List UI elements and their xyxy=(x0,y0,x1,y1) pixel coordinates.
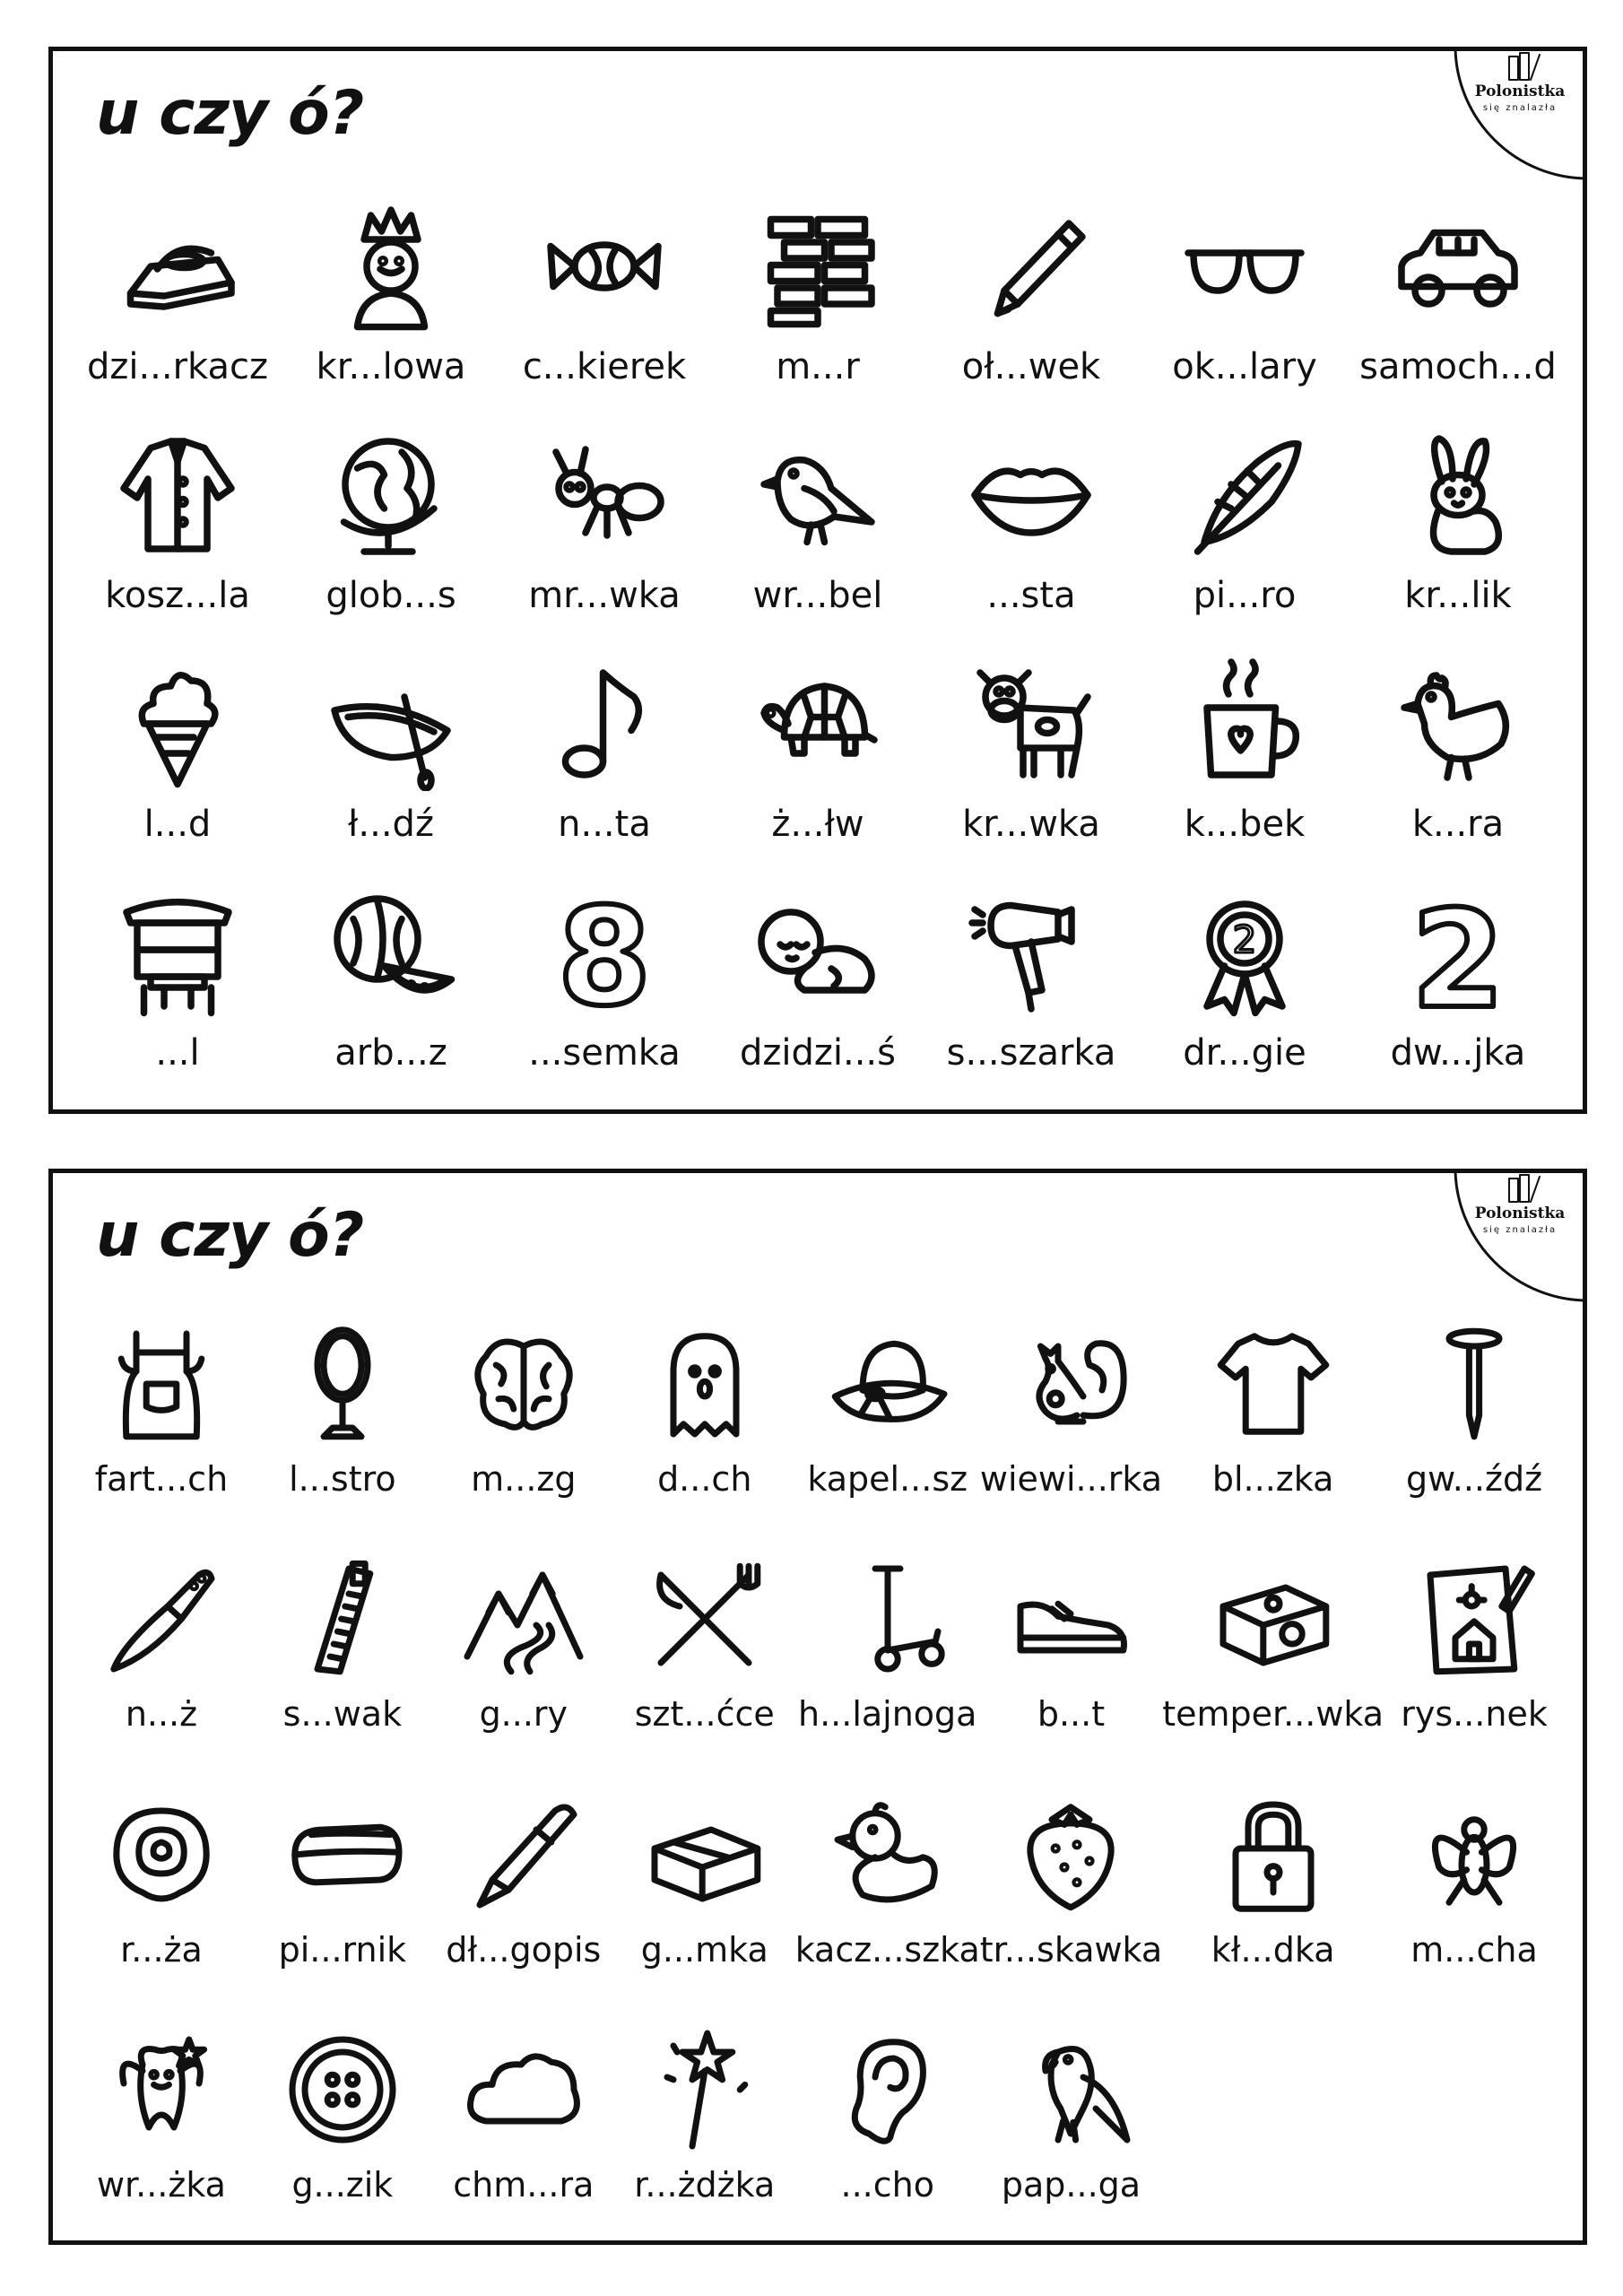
word-card xyxy=(71,625,284,854)
word-label: dw...jka xyxy=(1390,1032,1526,1074)
queen-icon xyxy=(324,199,458,334)
squirrel-icon xyxy=(1008,1321,1133,1447)
scooter-icon xyxy=(825,1556,950,1682)
lips-icon xyxy=(964,428,1098,562)
strawberry-icon xyxy=(1008,1792,1133,1918)
car-icon xyxy=(1391,199,1525,334)
word-card xyxy=(433,1979,614,2214)
word-card xyxy=(1138,168,1351,396)
baby-icon xyxy=(751,885,885,1020)
turtle-icon xyxy=(751,657,885,791)
ghost-icon xyxy=(642,1321,768,1447)
candy-icon xyxy=(537,199,672,334)
knife-icon xyxy=(99,1556,224,1682)
word-label: l...stro xyxy=(289,1458,396,1499)
medal-two-icon xyxy=(1177,885,1312,1020)
beehive-icon xyxy=(110,885,245,1020)
mirror-icon xyxy=(280,1321,405,1447)
word-label: kacz...szka xyxy=(794,1929,980,1970)
watermelon-icon xyxy=(324,885,458,1020)
word-label: g...ry xyxy=(479,1694,568,1734)
word-label: ...semka xyxy=(528,1032,681,1074)
word-label: kr...lik xyxy=(1404,575,1512,616)
padlock-icon xyxy=(1211,1792,1336,1918)
feather-icon xyxy=(1177,428,1312,562)
word-label: ok...lary xyxy=(1172,346,1317,387)
word-card xyxy=(1351,625,1565,854)
word-card xyxy=(71,854,284,1083)
mug-icon xyxy=(1177,657,1312,791)
word-label: tr...skawka xyxy=(979,1929,1163,1970)
word-card xyxy=(980,1508,1162,1744)
duckling-icon xyxy=(825,1792,950,1918)
svg-text:2: 2 xyxy=(1232,918,1257,961)
word-label: wr...żka xyxy=(96,2165,226,2205)
apron-icon xyxy=(99,1321,224,1447)
svg-text:8: 8 xyxy=(557,885,652,1020)
worksheet-1 xyxy=(48,47,1587,1114)
rabbit-icon xyxy=(1391,428,1525,562)
word-label: ...cho xyxy=(840,2165,934,2205)
brick-wall-icon xyxy=(751,199,885,334)
t-shirt-icon xyxy=(1211,1321,1336,1447)
tooth-fairy-icon xyxy=(99,2027,224,2152)
word-label: wiewi...rka xyxy=(979,1458,1163,1499)
word-label: arb...z xyxy=(334,1032,447,1074)
word-card xyxy=(252,1979,433,2214)
brain-icon xyxy=(461,1321,586,1447)
nail-icon xyxy=(1411,1321,1537,1447)
word-label: n...ta xyxy=(558,804,651,845)
word-card xyxy=(711,854,924,1083)
word-card xyxy=(252,1508,433,1744)
word-card xyxy=(795,1743,980,1979)
pencil-case-icon xyxy=(280,1792,405,1918)
word-label: kapel...sz xyxy=(807,1458,968,1499)
word-card xyxy=(1351,854,1565,1083)
mountains-icon xyxy=(461,1556,586,1682)
logo-tagline: się znalazła xyxy=(1482,103,1558,113)
svg-text:2: 2 xyxy=(1410,885,1506,1020)
magic-wand-icon xyxy=(642,2027,768,2152)
word-label: dzidzi...ś xyxy=(740,1032,896,1074)
worksheet-2 xyxy=(48,1169,1587,2245)
word-card xyxy=(498,168,711,396)
word-label: g...mka xyxy=(640,1929,768,1970)
word-card xyxy=(284,625,498,854)
word-label: dł...gopis xyxy=(446,1929,602,1970)
word-card xyxy=(1138,396,1351,625)
word-label: rys...nek xyxy=(1401,1694,1548,1734)
word-label: s...wak xyxy=(282,1694,403,1734)
hat-icon xyxy=(825,1321,950,1447)
shoe-icon xyxy=(1008,1556,1133,1682)
word-card xyxy=(252,1743,433,1979)
word-card xyxy=(614,1979,795,2214)
word-card xyxy=(1351,168,1565,396)
word-card xyxy=(614,1508,795,1744)
hair-dryer-icon xyxy=(964,885,1098,1020)
word-label: gw...źdź xyxy=(1406,1458,1543,1499)
word-card xyxy=(795,1508,980,1744)
music-note-icon xyxy=(537,657,672,791)
word-label: g...zik xyxy=(291,2165,394,2205)
word-card xyxy=(924,168,1138,396)
word-card xyxy=(252,1272,433,1508)
word-card xyxy=(71,396,284,625)
fly-icon xyxy=(1411,1792,1537,1918)
word-label: m...zg xyxy=(471,1458,577,1499)
word-card xyxy=(433,1272,614,1508)
word-label: kosz...la xyxy=(105,575,250,616)
word-card xyxy=(711,396,924,625)
word-card xyxy=(498,854,711,1083)
word-label: r...ża xyxy=(120,1929,203,1970)
word-label: ż...łw xyxy=(771,804,864,845)
word-label: dr...gie xyxy=(1183,1032,1306,1074)
word-label: kr...wka xyxy=(962,804,1100,845)
word-card xyxy=(71,168,284,396)
word-card xyxy=(498,625,711,854)
word-label: k...bek xyxy=(1184,804,1306,845)
word-card xyxy=(795,1272,980,1508)
word-label: mr...wka xyxy=(528,575,681,616)
word-card xyxy=(1384,1743,1565,1979)
word-label: bl...zka xyxy=(1211,1458,1334,1499)
word-label: d...ch xyxy=(657,1458,752,1499)
eraser-icon xyxy=(642,1792,768,1918)
word-label: c...kierek xyxy=(522,346,687,387)
word-card xyxy=(1162,1508,1384,1744)
logo-name: Polonistka xyxy=(1474,83,1566,100)
worksheet-title: u czy ó? xyxy=(96,78,364,149)
digit-two-icon xyxy=(1391,885,1525,1020)
zipper-icon xyxy=(280,1556,405,1682)
sparrow-icon xyxy=(751,428,885,562)
word-card xyxy=(1138,625,1351,854)
cow-icon xyxy=(964,657,1098,791)
word-card xyxy=(1162,1272,1384,1508)
logo-name: Polonistka xyxy=(1474,1205,1566,1222)
logo-tagline: się znalazła xyxy=(1482,1225,1558,1235)
word-label: ...l xyxy=(155,1032,200,1074)
word-label: s...szarka xyxy=(946,1032,1116,1074)
word-label: samoch...d xyxy=(1359,346,1557,387)
word-card xyxy=(614,1743,795,1979)
globe-icon xyxy=(324,428,458,562)
cloud-icon xyxy=(461,2027,586,2152)
cutlery-icon xyxy=(642,1556,768,1682)
shirt-icon xyxy=(110,428,245,562)
word-card xyxy=(980,1272,1162,1508)
word-grid xyxy=(71,168,1565,1083)
word-label: temper...wka xyxy=(1162,1694,1384,1734)
word-label: h...lajnoga xyxy=(798,1694,977,1734)
ice-cream-icon xyxy=(110,657,245,791)
word-label: m...r xyxy=(776,346,860,387)
word-card xyxy=(284,396,498,625)
word-card xyxy=(433,1743,614,1979)
word-label: n...ż xyxy=(125,1694,198,1734)
word-card xyxy=(284,854,498,1083)
word-label: oł...wek xyxy=(961,346,1101,387)
sharpener-icon xyxy=(1211,1556,1336,1682)
word-card xyxy=(711,625,924,854)
button-icon xyxy=(280,2027,405,2152)
word-label: chm...ra xyxy=(453,2165,595,2205)
word-card xyxy=(71,1979,252,2214)
word-card xyxy=(980,1743,1162,1979)
word-label: m...cha xyxy=(1410,1929,1538,1970)
polonistka-logo xyxy=(1454,47,1587,180)
word-card xyxy=(71,1508,252,1744)
pen-icon xyxy=(461,1792,586,1918)
word-label: szt...ćce xyxy=(634,1694,775,1734)
word-card xyxy=(924,625,1138,854)
word-card xyxy=(924,854,1138,1083)
word-card xyxy=(71,1743,252,1979)
word-card xyxy=(980,1979,1162,2214)
word-label: l...d xyxy=(143,804,212,845)
word-label: k...ra xyxy=(1411,804,1505,845)
word-label: ł...dź xyxy=(348,804,434,845)
boat-icon xyxy=(324,657,458,791)
word-label: r...żdżka xyxy=(634,2165,776,2205)
word-card xyxy=(795,1979,980,2214)
word-card xyxy=(284,168,498,396)
word-card xyxy=(1138,854,1351,1083)
drawing-icon xyxy=(1411,1556,1537,1682)
glasses-icon xyxy=(1177,199,1312,334)
word-card xyxy=(1351,396,1565,625)
word-label: dzi...rkacz xyxy=(86,346,269,387)
word-label: ...sta xyxy=(986,575,1076,616)
word-label: fart...ch xyxy=(94,1458,229,1499)
word-card xyxy=(433,1508,614,1744)
ear-icon xyxy=(825,2027,950,2152)
word-label: kr...lowa xyxy=(316,346,466,387)
hole-punch-icon xyxy=(110,199,245,334)
word-card xyxy=(498,396,711,625)
word-card xyxy=(614,1272,795,1508)
parrot-icon xyxy=(1008,2027,1133,2152)
worksheet-title: u czy ó? xyxy=(96,1200,364,1271)
rose-icon xyxy=(99,1792,224,1918)
word-label: glob...s xyxy=(325,575,456,616)
word-card xyxy=(711,168,924,396)
word-card xyxy=(1384,1508,1565,1744)
word-card xyxy=(924,396,1138,625)
hen-icon xyxy=(1391,657,1525,791)
word-label: b...t xyxy=(1037,1694,1106,1734)
pencil-icon xyxy=(964,199,1098,334)
word-label: wr...bel xyxy=(752,575,883,616)
ant-icon xyxy=(537,428,672,562)
word-card xyxy=(71,1272,252,1508)
word-card xyxy=(1384,1272,1565,1508)
digit-eight-icon xyxy=(537,885,672,1020)
word-label: pi...rnik xyxy=(278,1929,407,1970)
word-label: kł...dka xyxy=(1211,1929,1335,1970)
word-card xyxy=(1162,1743,1384,1979)
word-label: pap...ga xyxy=(1001,2165,1141,2205)
word-label: pi...ro xyxy=(1193,575,1297,616)
word-grid xyxy=(71,1272,1565,2213)
